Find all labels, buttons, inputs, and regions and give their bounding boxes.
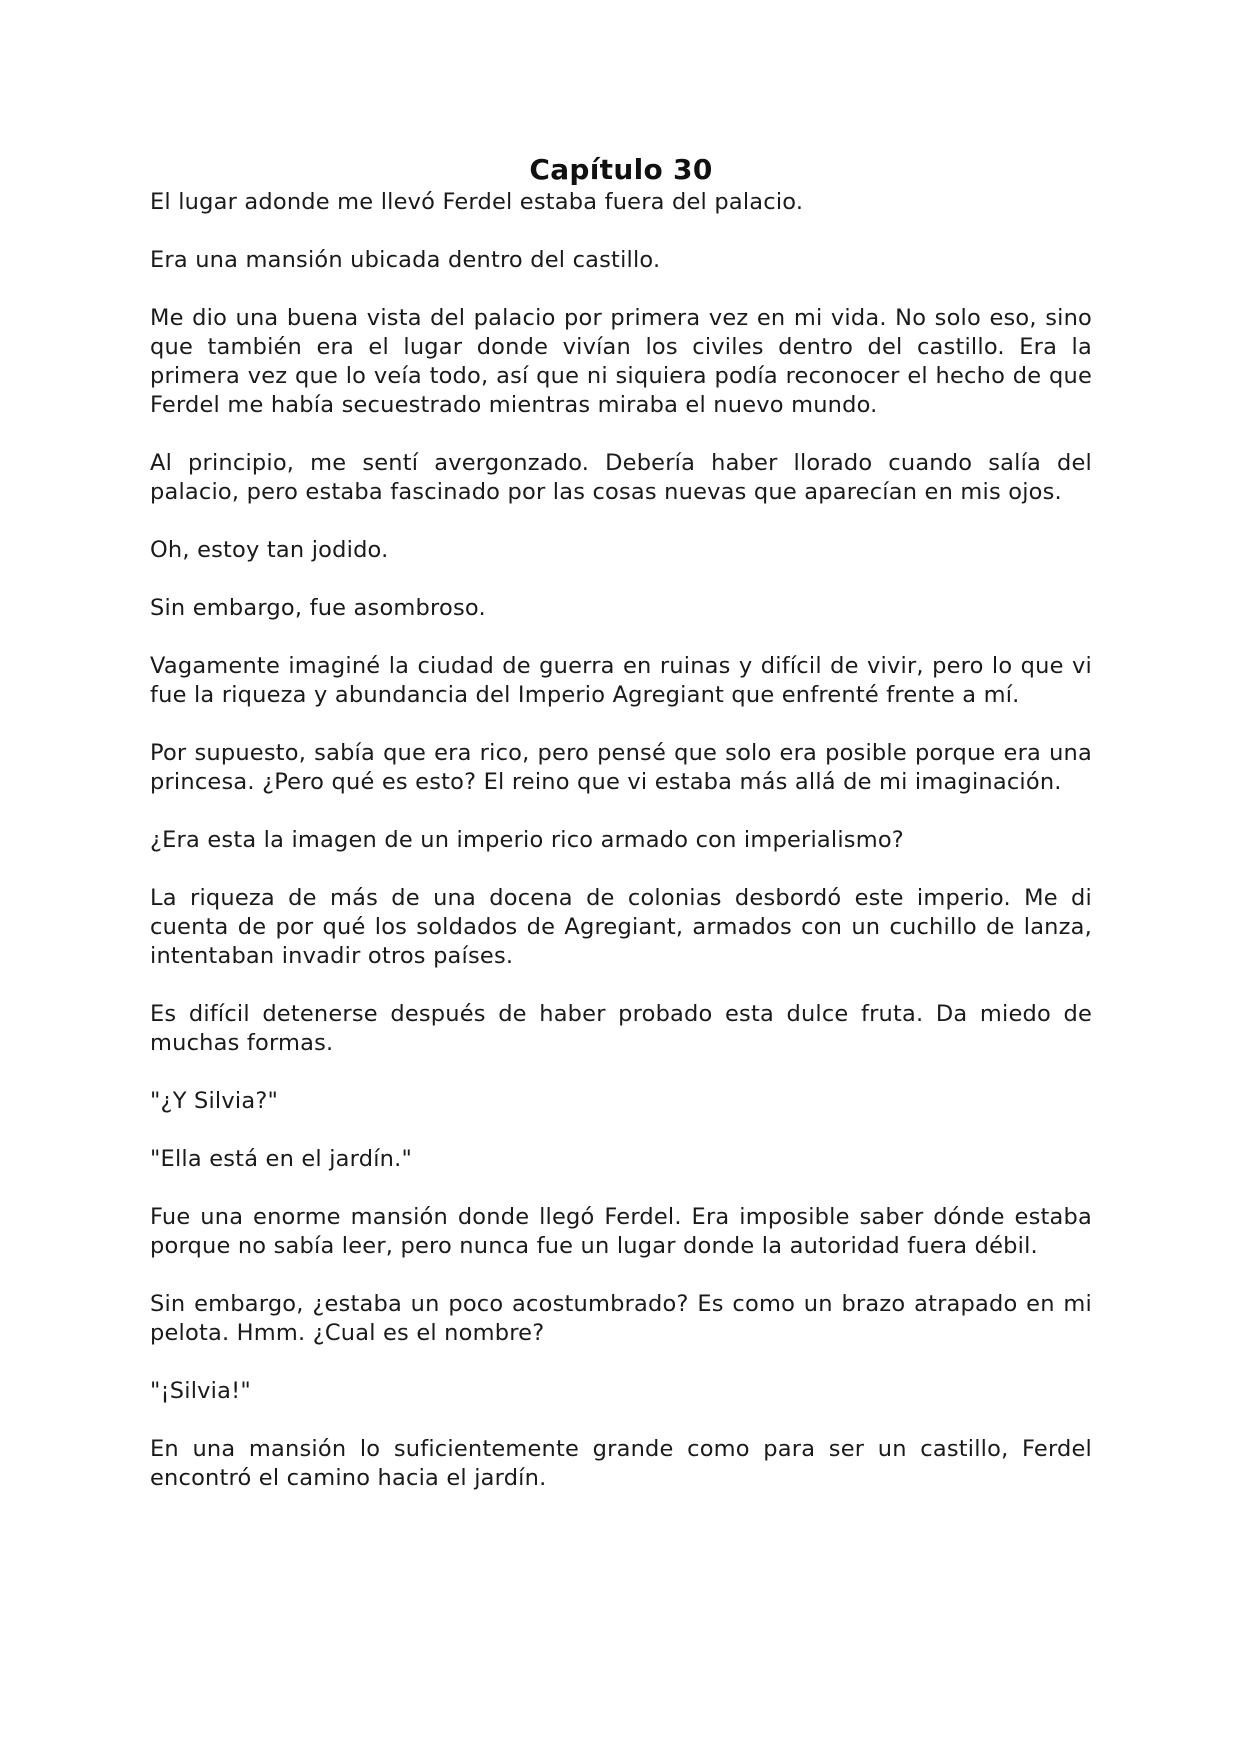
paragraph: Sin embargo, fue asombroso.: [150, 595, 486, 621]
paragraph: Al principio, me sentí avergonzado. Debería haber llorado cuando salía del palacio, pero estaba fascinado por las cosas nuevas que aparecían en mis ojos.: [150, 450, 1092, 505]
paragraph: Por supuesto, sabía que era rico, pero pensé que solo era posible porque era una princesa. ¿Pero qué es esto? El reino que vi estaba más allá de mi imaginación.: [150, 740, 1092, 795]
dialogue-line: "¡Silvia!": [150, 1378, 251, 1404]
paragraph: Vagamente imaginé la ciudad de guerra en ruinas y difícil de vivir, pero lo que vi fue la riqueza y abundancia del Imperio Agregiant que enfrenté frente a mí.: [150, 653, 1092, 708]
paragraph: El lugar adonde me llevó Ferdel estaba fuera del palacio.: [150, 189, 804, 215]
paragraph: Oh, estoy tan jodido.: [150, 537, 389, 563]
paragraph: ¿Era esta la imagen de un imperio rico armado con imperialismo?: [150, 827, 904, 853]
paragraph: Era una mansión ubicada dentro del castillo.: [150, 247, 661, 273]
paragraph: Es difícil detenerse después de haber probado esta dulce fruta. Da miedo de muchas formas.: [150, 1001, 1092, 1056]
dialogue-line: "¿Y Silvia?": [150, 1088, 279, 1114]
paragraph: En una mansión lo suficientemente grande como para ser un castillo, Ferdel encontró el camino hacia el jardín.: [150, 1436, 1092, 1491]
paragraph: Fue una enorme mansión donde llegó Ferdel. Era imposible saber dónde estaba porque no sabía leer, pero nunca fue un lugar donde la autoridad fuera débil.: [150, 1204, 1092, 1259]
dialogue-line: "Ella está en el jardín.": [150, 1146, 413, 1172]
paragraph: Sin embargo, ¿estaba un poco acostumbrado? Es como un brazo atrapado en mi pelota. Hmm. ¿Cual es el nombre?: [150, 1291, 1092, 1346]
paragraph: Me dio una buena vista del palacio por primera vez en mi vida. No solo eso, sino que también era el lugar donde vivían los civiles dentro del castillo. Era la primera vez que lo veía todo, así que ni siquiera podía reconocer el hecho de que Ferdel me había secuestrado mientras miraba el nuevo mundo.: [150, 305, 1092, 418]
chapter-body: [150, 188, 1092, 1493]
paragraph: La riqueza de más de una docena de colonias desbordó este imperio. Me di cuenta de por qué los soldados de Agregiant, armados con un cuchillo de lanza, intentaban invadir otros países.: [150, 885, 1092, 969]
chapter-title: Capítulo 30: [529, 153, 713, 186]
